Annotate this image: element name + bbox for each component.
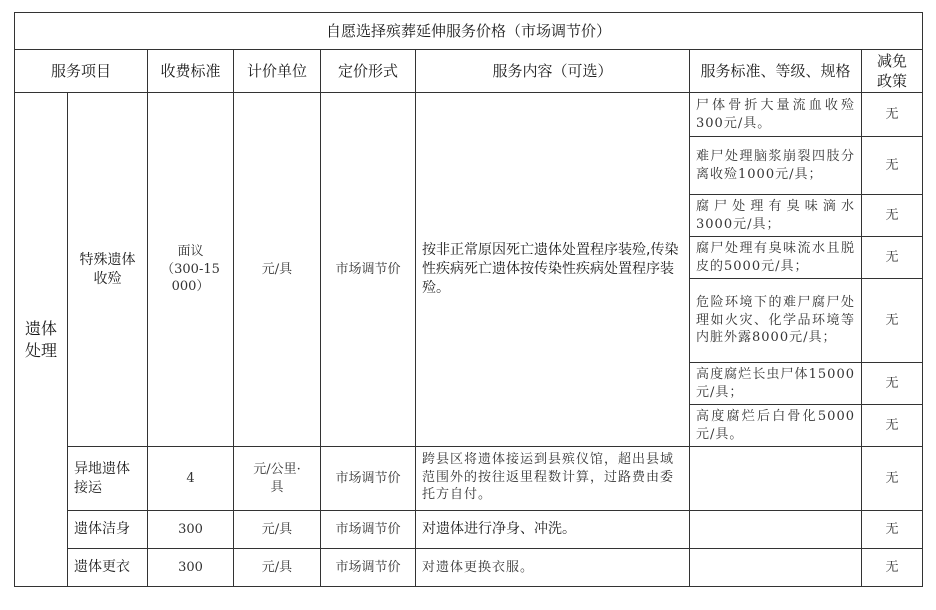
special-name-cell (68, 93, 148, 447)
dressing-fee: 300 (148, 549, 234, 587)
table-title: 自愿选择殡葬延伸服务价格（市场调节价） (15, 13, 923, 50)
cleaning-pricing: 市场调节价 (321, 511, 416, 549)
special-policy-2: 无 (862, 137, 923, 195)
transport-unit-line1: 元/公里· (253, 461, 301, 477)
special-policy-7: 无 (862, 405, 923, 447)
special-fee-line2: （300-15 (161, 261, 220, 277)
cleaning-unit: 元/具 (234, 511, 321, 549)
special-fee-line1: 面议 (177, 244, 204, 260)
transport-fee: 4 (148, 447, 234, 511)
special-policy-1: 无 (862, 93, 923, 137)
special-policy-3: 无 (862, 195, 923, 237)
special-standard-4: 腐尸处理有臭味流水且脱皮的5000元/具； (690, 237, 862, 279)
cleaning-content: 对遗体进行净身、冲洗。 (416, 511, 690, 549)
cleaning-fee: 300 (148, 511, 234, 549)
dressing-unit: 元/具 (234, 549, 321, 587)
transport-unit-line2: 具 (270, 479, 284, 495)
cleaning-policy: 无 (862, 511, 923, 549)
dressing-pricing: 市场调节价 (321, 549, 416, 587)
special-standard-5: 危险环境下的难尸腐尸处理如火灾、化学品环境等内脏外露8000元/具； (690, 279, 862, 363)
special-content: 按非正常原因死亡遗体处置程序装殓,传染性疾病死亡遗体按传染性疾病处置程序装殓。 (416, 93, 690, 447)
special-fee-cell (148, 93, 234, 447)
special-standard-1: 尸体骨折大量流血收殓300元/具。 (690, 93, 862, 137)
table-row (15, 511, 923, 549)
special-name-line1: 特殊遗体 (79, 251, 136, 268)
header-row (15, 50, 923, 93)
price-table-wrapper (14, 12, 922, 587)
price-table (14, 12, 923, 587)
special-policy-4: 无 (862, 237, 923, 279)
special-fee-line3: 000） (171, 279, 210, 295)
table-row (15, 447, 923, 511)
header-unit: 计价单位 (234, 50, 321, 93)
cleaning-standard (690, 511, 862, 549)
transport-name-line2: 接运 (74, 479, 102, 496)
cleaning-name: 遗体洁身 (68, 511, 148, 549)
transport-pricing: 市场调节价 (321, 447, 416, 511)
special-name-line2: 收殓 (93, 270, 122, 287)
special-unit: 元/具 (234, 93, 321, 447)
special-standard-6: 高度腐烂长虫尸体15000元/具； (690, 363, 862, 405)
dressing-content: 对遗体更换衣服。 (416, 549, 690, 587)
transport-name-cell (68, 447, 148, 511)
transport-content: 跨县区将遗体接运到县殡仪馆，超出县域范围外的按往返里程数计算，过路费由委托方自付。 (416, 447, 690, 511)
transport-standard (690, 447, 862, 511)
category-cell (15, 93, 68, 587)
header-fee: 收费标准 (148, 50, 234, 93)
header-content: 服务内容（可选） (416, 50, 690, 93)
transport-unit-cell (234, 447, 321, 511)
table-row (15, 93, 923, 137)
category-line1: 遗体 (24, 318, 57, 338)
header-item: 服务项目 (15, 50, 148, 93)
transport-policy: 无 (862, 447, 923, 511)
special-standard-2: 难尸处理脑浆崩裂四肢分离收殓1000元/具； (690, 137, 862, 195)
special-standard-7: 高度腐烂后白骨化5000元/具。 (690, 405, 862, 447)
header-pricing: 定价形式 (321, 50, 416, 93)
special-policy-5: 无 (862, 279, 923, 363)
dressing-name: 遗体更衣 (68, 549, 148, 587)
special-policy-6: 无 (862, 363, 923, 405)
special-standard-3: 腐尸处理有臭味滴水3000元/具； (690, 195, 862, 237)
category-line2: 处理 (24, 340, 57, 360)
header-policy (862, 50, 923, 93)
header-policy-line1: 减免 (877, 51, 908, 70)
header-policy-line2: 政策 (877, 72, 908, 90)
special-pricing: 市场调节价 (321, 93, 416, 447)
title-row (15, 13, 923, 50)
transport-name-line1: 异地遗体 (74, 460, 130, 477)
header-standard: 服务标准、等级、规格 (690, 50, 862, 93)
dressing-policy: 无 (862, 549, 923, 587)
table-row (15, 549, 923, 587)
dressing-standard (690, 549, 862, 587)
